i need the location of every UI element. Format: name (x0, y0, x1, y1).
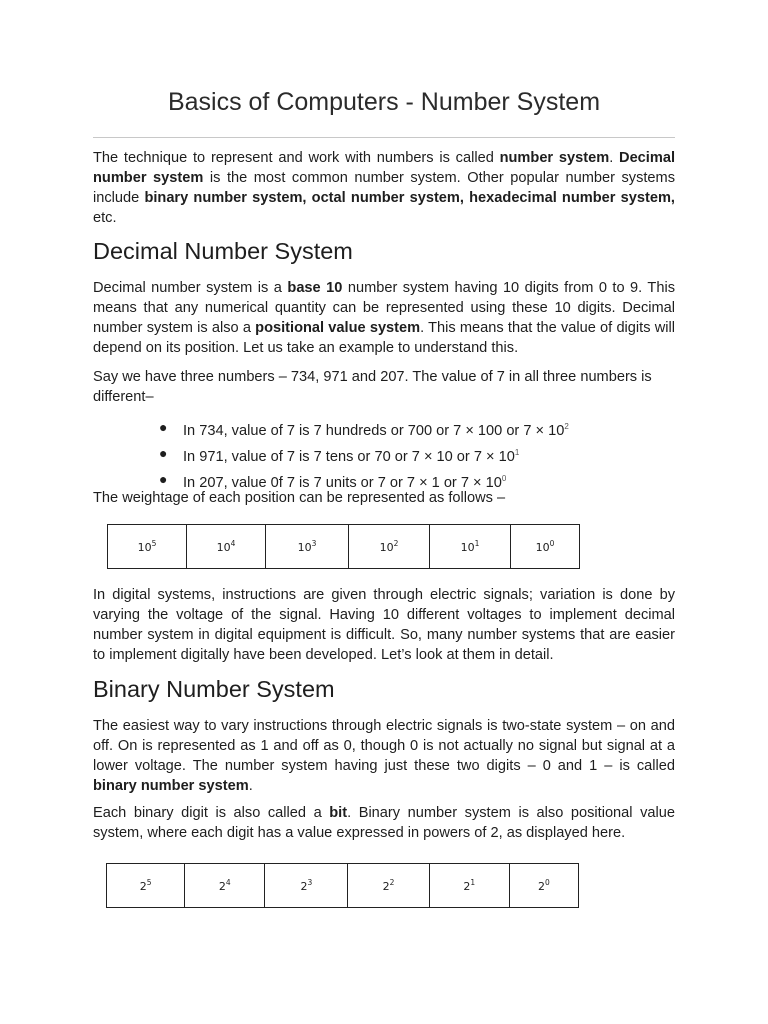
table-cell: $10^2$ (349, 525, 430, 569)
binary-paragraph-2: Each binary digit is also called a bit. Binary number system is also positional value system, where each digit has a value expressed in powers of 2, as displayed here. (93, 805, 675, 841)
decimal-paragraph-3: The weightage of each position can be represented as follows – (93, 490, 506, 506)
list-item: ● In 734, value of 7 is 7 hundreds or 700 or 7 × 100 or $7 \times 10^2$ (93, 416, 675, 442)
bullet-icon: ● (159, 445, 168, 461)
page-title: Basics of Computers - Number System (167, 88, 601, 116)
decimal-paragraph-1: Decimal number system is a base 10 number system having 10 digits from 0 to 9. This means that any numerical quantity can be represented using these 10 digits. Decimal number system is also a positional value system. This means that the value of digits will depend on its position. Let us take an example to understand this. (93, 280, 675, 356)
table-row (108, 525, 580, 569)
title-divider (93, 137, 675, 138)
bullet-icon: ● (159, 471, 168, 487)
table-cell: $2^2$ (348, 864, 429, 908)
decimal-paragraph-4: In digital systems, instructions are given through electric signals; variation is done by varying the voltage of the signal. Having 10 different voltages to implement decimal number system in digital equipment is difficult. So, many number systems that are easier to implement digitally have been developed. Let’s look at them in detail. (93, 587, 675, 663)
table-cell: $2^0$ (509, 864, 578, 908)
decimal-heading: Decimal Number System (93, 238, 353, 264)
table-cell: $2^5$ (107, 864, 185, 908)
bullet-icon: ● (159, 419, 168, 435)
table-cell: $2^1$ (429, 864, 509, 908)
decimal-weight-table (107, 524, 580, 569)
table-cell: $10^3$ (266, 525, 349, 569)
decimal-paragraph-2: Say we have three numbers – 734, 971 and 207. The value of 7 in all three numbers is different– (93, 369, 652, 405)
table-cell: $10^5$ (108, 525, 187, 569)
table-cell: $10^4$ (187, 525, 266, 569)
binary-heading: Binary Number System (93, 676, 335, 702)
table-row (107, 864, 579, 908)
binary-weight-table (106, 863, 579, 908)
binary-paragraph-1: The easiest way to vary instructions through electric signals is two-state system – on and off. On is represented as 1 and off as 0, though 0 is not actually no signal but signal at a lower voltage. The number system having just these two digits – 0 and 1 – is called binary number system. (93, 718, 675, 794)
list-item: ● In 971, value of 7 is 7 tens or 70 or 7 × 10 or $7 \times 10^1$ (93, 442, 675, 468)
table-cell: $10^1$ (430, 525, 511, 569)
list-item: ● In 207, value 0f 7 is 7 units or 7 or 7 × 1 or $7 \times 10^0$ (93, 468, 675, 494)
intro-paragraph: The technique to represent and work with numbers is called number system. Decimal number system is the most common number system. Other popular number systems include binary number system, octal number system, hexadecimal number system, etc. (93, 150, 676, 226)
table-cell: $2^3$ (265, 864, 348, 908)
decimal-example-list (93, 416, 675, 494)
table-cell: $2^4$ (185, 864, 265, 908)
table-cell: $10^0$ (511, 525, 580, 569)
